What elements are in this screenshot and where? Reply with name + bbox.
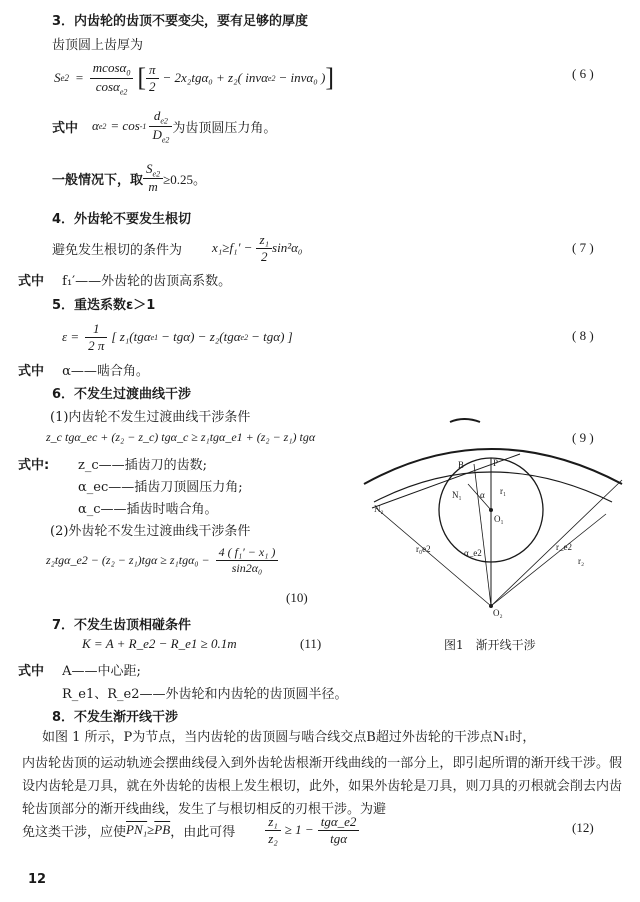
equation-11-number: (11) — [300, 636, 322, 651]
section-6-heading: 6．不发生过渡曲线干涉 — [52, 387, 192, 402]
section-3-heading: 3．内齿轮的齿顶不要变尖，要有足够的厚度 — [52, 14, 309, 29]
s3-where-line: 式中 α e2 = cos -1 $\frac{d_{e2}}{D_{e2}}$ 为齿顶圆压力角。 — [52, 107, 277, 145]
label-B: B — [458, 460, 465, 470]
s6-where-2: α_ec——插齿刀顶圆压力角; — [78, 480, 243, 495]
equation-8: ε = $\frac{1}{2 \pi}$ [ z₁(tgα e1 − tgα) − z₂(tgα e2 − tgα) ] — [62, 320, 293, 353]
center-O1-dot — [489, 508, 493, 512]
gear-tooth-mark — [450, 419, 480, 422]
s3-intro: 齿顶圆上齿厚为 — [52, 38, 144, 53]
label-ae2: α_e2 — [464, 548, 482, 558]
label-O2: O₂ — [493, 608, 503, 618]
equation-9: z_c tgα_ec + (z₂ − z_c) tgα_c ≥ z₁tgα_e1 + (z₂ − z₁) tgα — [46, 430, 316, 444]
section-5-heading: 5．重迭系数ε＞1 — [52, 298, 156, 313]
s5-where-line: 式中 α——啮合角。 — [18, 364, 149, 379]
s8-paragraph-2: 内齿轮齿顶的运动轨迹会摆曲线侵入到外齿轮齿根渐开线曲线的一部分上，即引起所谓的渐开线干涉。假设内齿轮是刀具，就在外齿轮的齿根上发生根切，此外，如果外齿轮是刀具，则刀具的刃根就会削去内齿轮齿顶部分的渐开线曲线，发生了与根切相反的刃根干涉。为避 — [22, 756, 622, 817]
equation-10: z₂tgα_e2 − (z₂ − z₁)tgα ≥ z₁tgα₀ − $\frac{\text{4 ( f₁′ − x₁ )}}{\text{sin2α₀}}$ — [46, 540, 278, 580]
ring-inner-arc — [374, 472, 612, 502]
label-N2: N₂ — [374, 504, 384, 514]
s6-where-label: 式中: — [18, 458, 50, 473]
figure-1 — [360, 418, 630, 618]
equation-11: K = A + R_e2 − R_e1 ≥ 0.1m — [82, 636, 237, 651]
label-P: P — [493, 458, 499, 468]
s6-where-3: α_c——插齿时啮合角。 — [78, 502, 218, 517]
figure-1-caption: 图1 渐开线干涉 — [444, 638, 536, 652]
label-N1: N₁ — [452, 490, 462, 500]
s3-general-line: 一般情况下，取 $\frac{S_{e2}}{m}$ ≥0.25。 — [52, 160, 206, 195]
section-8-heading: 8．不发生渐开线干涉 — [52, 710, 179, 725]
s6-sub1: (1)内齿轮不发生过渡曲线干涉条件 — [50, 410, 251, 425]
label-r1: r₁ — [500, 486, 507, 496]
equation-8-number: ( 8 ) — [572, 328, 594, 343]
equation-7-number: ( 7 ) — [572, 240, 594, 255]
label-alpha: α — [480, 490, 485, 500]
equation-6: S e2 = $\frac{mcos\alpha_0}{\cos\alpha_{e2}}$ [ $\frac{\pi}{2}$ − 2x₂tgα₀ + z₂( invα e2 − invα₀ ) ] — [54, 59, 334, 97]
equation-6-number: ( 6 ) — [572, 66, 594, 81]
s4-where-line: 式中 f₁′——外齿轮的齿顶高系数。 — [18, 274, 232, 289]
s6-sub2: (2)外齿轮不发生过渡曲线干涉条件 — [50, 524, 251, 539]
involute-interference-diagram — [360, 418, 630, 618]
s8-paragraph-1: 如图 1 所示，P为节点，当内齿轮的齿顶圆与啮合线交点B超过外齿轮的干涉点N₁时， — [42, 730, 536, 745]
equation-10-number: (10) — [286, 590, 308, 605]
section-4-heading: 4．外齿轮不要发生根切 — [52, 212, 192, 227]
s6-where-1: z_c——插齿刀的齿数; — [78, 458, 208, 473]
label-re2: r_e2 — [556, 542, 572, 552]
equation-9-number: ( 9 ) — [572, 430, 594, 445]
s7-where-2: R_e1、R_e2——外齿轮和内齿轮的齿顶圆半径。 — [62, 687, 348, 702]
s7-where-1: 式中 A——中心距; — [18, 664, 141, 679]
equation-7-line: 避免发生根切的条件为 x₁≥f₁′ − $\frac{\text{z₁}}{2}$ sin²α₀ — [52, 231, 303, 264]
label-r2: r₂ — [578, 556, 585, 566]
radius-re2 — [491, 514, 606, 606]
s8-paragraph-3: 免这类干涉，应使 PN₁ ≥ $\overline{PB}$ ，由此可得 $\frac{\text{z₁}}{\text{z₂}}$ ≥ 1 − $\frac{\text{tgα\_e2}}{\text{tgα}}$ — [22, 808, 359, 852]
radius-to-B — [474, 464, 491, 606]
page-number: 12 — [28, 872, 47, 887]
equation-12-number: (12) — [572, 820, 594, 835]
section-7-heading: 7．不发生齿顶相碰条件 — [52, 618, 192, 633]
label-O1: O₁ — [494, 514, 504, 524]
label-roe2: r₀e2 — [416, 544, 431, 554]
